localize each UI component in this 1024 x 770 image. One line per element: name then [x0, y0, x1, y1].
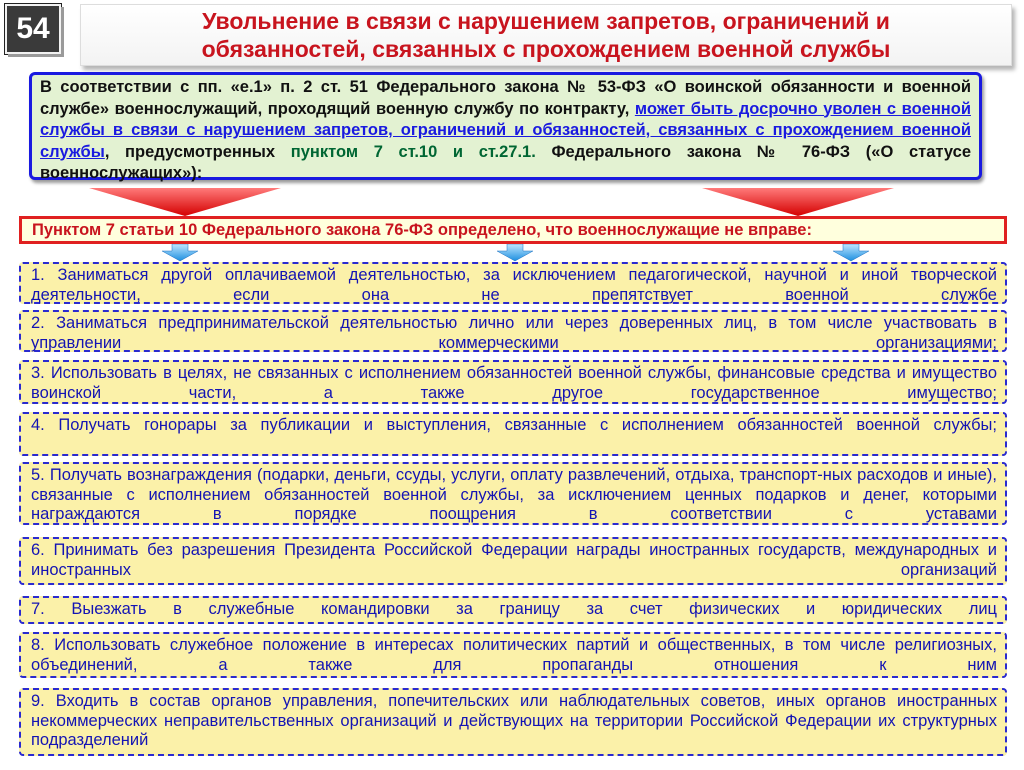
blue-arrow-2-icon: [495, 244, 535, 262]
red-arrow-left-icon: [85, 186, 285, 218]
list-item: 8. Использовать служебное положение в интересах политических партий и общественных, в том числе религиозных, объединений, а также для пропаганды отношения к ним: [19, 632, 1007, 678]
list-item: 7. Выезжать в служебные командировки за границу за счет физических и юридических лиц: [19, 596, 1007, 624]
slide-title: [80, 4, 1012, 66]
intro-text-3: Федерального закона № 76-ФЗ («О статусе военнослужащих»):: [40, 142, 971, 182]
list-item: 6. Принимать без разрешения Президента Российской Федерации награды иностранных государств, международных и иностранных организаций: [19, 537, 1007, 585]
intro-text-2: , предусмотренных: [104, 142, 276, 161]
list-item: 4. Получать гонорары за публикации и выступления, связанные с исполнением обязанностей военной службы;: [19, 412, 1007, 456]
red-arrow-right-icon: [698, 186, 898, 218]
slide-number: 54: [5, 4, 61, 54]
blue-arrow-1-icon: [160, 244, 200, 262]
intro-text-1: В соответствии с пп. «е.1» п. 2 ст. 51 Федерального закона № 53-ФЗ «О воинской обязанности и военной службе» военнослужащий, проходящий военную службу по контракту,: [40, 78, 971, 118]
rule-statement: Пунктом 7 статьи 10 Федерального закона 76-ФЗ определено, что военнослужащие не вправе:: [19, 216, 1007, 244]
list-item: 2. Заниматься предпринимательской деятельностью лично или через доверенных лиц, в том числе участвовать в управлении коммерческими организациями;: [19, 310, 1007, 352]
title-line-2: обязанностей, связанных с прохождением военной службы: [201, 36, 891, 62]
blue-arrow-3-icon: [831, 244, 871, 262]
intro-paragraph: [29, 72, 982, 180]
intro-highlight-article: пунктом 7 ст.10 и ст.27.1.: [290, 142, 536, 161]
intro-highlight-dismissal: может быть досрочно уволен с военной службы в связи с нарушением запретов, ограничений и обязанностей, связанных с прохождением военной службы: [40, 99, 971, 161]
list-item: 1. Заниматься другой оплачиваемой деятельностью, за исключением педагогической, научной и иной творческой деятельности, если она не препятствует военной службе: [19, 262, 1007, 304]
list-item: 3. Использовать в целях, не связанных с исполнением обязанностей военной службы, финансовые средства и имущество воинской части, а также другое государственное имущество;: [19, 360, 1007, 404]
title-line-1: Увольнение в связи с нарушением запретов, ограничений и: [202, 8, 890, 34]
list-item: 9. Входить в состав органов управления, попечительских или наблюдательных советов, иных органов иностранных некоммерческих неправительственных организаций и действующих на территории Российской Федерации их структурных подразделений: [19, 688, 1007, 756]
list-item: 5. Получать вознаграждения (подарки, деньги, ссуды, услуги, оплату развлечений, отдыха, транспорт-ных расходов и иные), связанные с исполнением обязанностей военной службы, за исключением ценных подарков и денег, которыми награждаются в порядке поощрения в соответствии с уставами: [19, 462, 1007, 525]
